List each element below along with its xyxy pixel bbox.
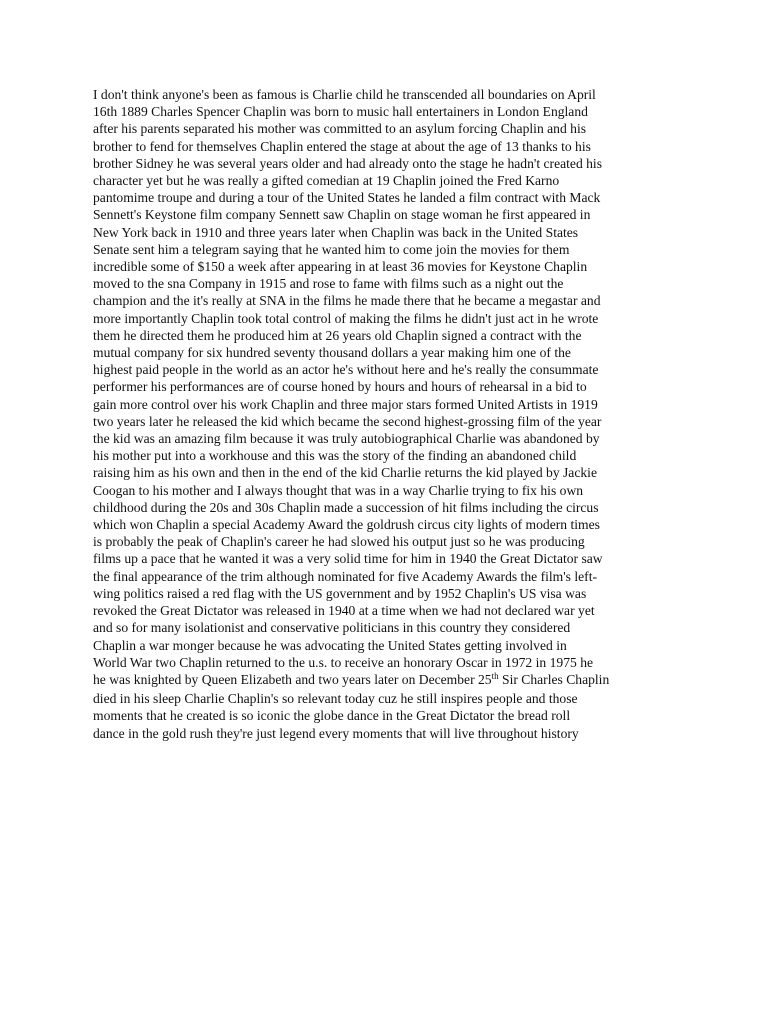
text-line: revoked the Great Dictator was released in 1940 at a time when we had not declared war yet: [93, 603, 595, 619]
body-text: [93, 86, 693, 742]
text-line: is probably the peak of Chaplin's career he had slowed his output just so he was producing: [93, 534, 585, 550]
text-line: incredible some of $150 a week after appearing in at least 36 movies for Keystone Chaplin: [93, 259, 588, 275]
text-line: pantomime troupe and during a tour of the United States he landed a film contract with Mack: [93, 190, 601, 206]
text-line: childhood during the 20s and 30s Chaplin made a succession of hit films including the circus: [93, 499, 599, 515]
text-line: Senate sent him a telegram saying that he wanted him to come join the movies for them: [93, 241, 570, 257]
text-line: 16th 1889 Charles Spencer Chaplin was born to music hall entertainers in London England: [93, 104, 588, 120]
text-line: two years later he released the kid which became the second highest-grossing film of the year: [93, 413, 602, 429]
text-line: Coogan to his mother and I always thought that was in a way Charlie trying to fix his own: [93, 482, 584, 498]
text-line: them he directed them he produced him at 26 years old Chaplin signed a contract with the: [93, 327, 582, 343]
superscript-ordinal: th: [491, 670, 499, 681]
text-line: films up a pace that he wanted it was a very solid time for him in 1940 the Great Dictator saw: [93, 551, 603, 567]
text-segment: he was knighted by Queen Elizabeth and two years later on December 25: [93, 671, 492, 687]
text-line: more importantly Chaplin took total control of making the films he didn't just act in he wrote: [93, 310, 599, 326]
text-line: gain more control over his work Chaplin and three major stars formed United Artists in 1919: [93, 396, 598, 412]
text-line: mutual company for six hundred seventy thousand dollars a year making him one of the: [93, 345, 571, 361]
text-line: brother Sidney he was several years older and had already onto the stage he hadn't created his: [93, 155, 603, 171]
text-line: highest paid people in the world as an actor he's without here and he's really the consummate: [93, 362, 599, 378]
text-line: his mother put into a workhouse and this was the story of the finding an abandoned child: [93, 448, 577, 464]
text-line: [93, 671, 693, 690]
text-line: brother to fend for themselves Chaplin entered the stage at about the age of 13 thanks to his: [93, 138, 591, 154]
text-line: New York back in 1910 and three years later when Chaplin was back in the United States: [93, 224, 579, 240]
text-line: Chaplin a war monger because he was advocating the United States getting involved in: [93, 637, 567, 653]
text-line: I don't think anyone's been as famous is Charlie child he transcended all boundaries on April: [93, 87, 596, 102]
text-line: died in his sleep Charlie Chaplin's so relevant today cuz he still inspires people and those: [93, 691, 578, 707]
text-line: the final appearance of the trim although nominated for five Academy Awards the film's left-: [93, 568, 597, 584]
text-line: character yet but he was really a gifted comedian at 19 Chaplin joined the Fred Karno: [93, 173, 560, 189]
text-line: World War two Chaplin returned to the u.s. to receive an honorary Oscar in 1972 in 1975 he: [93, 654, 594, 670]
text-line: moved to the sna Company in 1915 and rose to fame with films such as a night out the: [93, 276, 564, 292]
text-line: performer his performances are of course honed by hours and hours of rehearsal in a bid to: [93, 379, 587, 395]
text-line: and so for many isolationist and conservative politicians in this country they considered: [93, 620, 571, 636]
text-line: which won Chaplin a special Academy Award the goldrush circus city lights of modern times: [93, 517, 600, 533]
text-segment: Sir Charles Chaplin: [498, 671, 610, 687]
text-line: raising him as his own and then in the end of the kid Charlie returns the kid played by Jackie: [93, 465, 597, 481]
text-line: after his parents separated his mother was committed to an asylum forcing Chaplin and his: [93, 121, 587, 137]
text-line: dance in the gold rush they're just legend every moments that will live throughout history: [93, 725, 579, 741]
text-line: wing politics raised a red flag with the US government and by 1952 Chaplin's US visa was: [93, 585, 587, 601]
text-line: champion and the it's really at SNA in the films he made there that he became a megastar and: [93, 293, 601, 309]
text-line: moments that he created is so iconic the globe dance in the Great Dictator the bread roll: [93, 708, 571, 724]
text-line: Sennett's Keystone film company Sennett saw Chaplin on stage woman he first appeared in: [93, 207, 591, 223]
text-line: the kid was an amazing film because it was truly autobiographical Charlie was abandoned by: [93, 431, 600, 447]
